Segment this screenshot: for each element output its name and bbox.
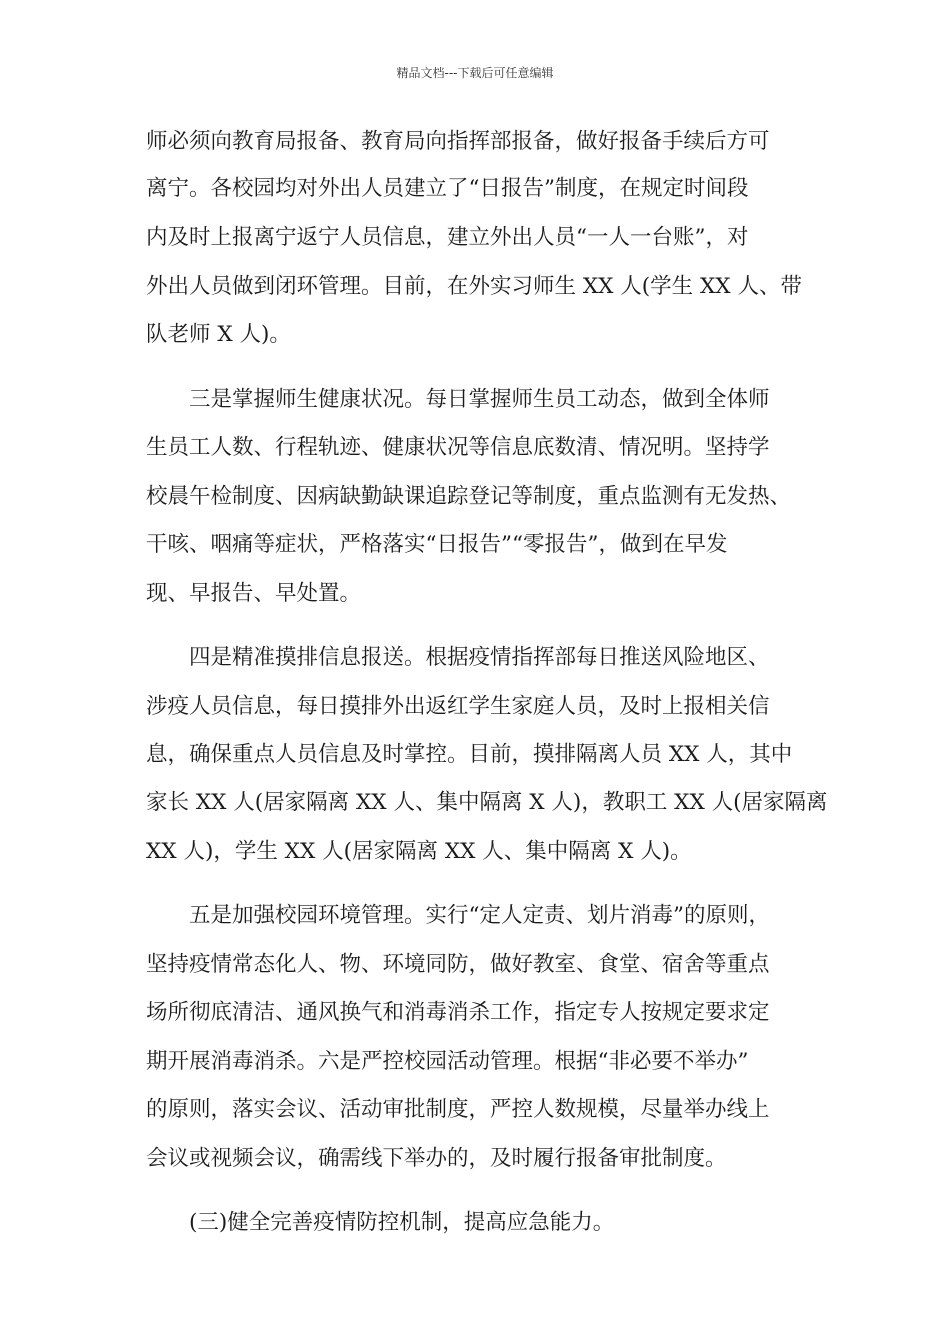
text-line: 涉疫人员信息，每日摸排外出返红学生家庭人员，及时上报相关信 [146,694,770,719]
text-line: 干咳、咽痛等症状，严格落实“日报告”“零报告”，做到在早发 [146,532,728,557]
text-line: 坚持疫情常态化人、物、环境同防，做好教室、食堂、宿舍等重点 [146,952,770,977]
text-line: 师必须向教育局报备、教育局向指挥部报备，做好报备手续后方可 [146,129,770,154]
text-line: 家长 XX 人(居家隔离 XX 人、集中隔离 X 人)，教职工 XX 人(居家隔离 [146,790,828,815]
text-line: 队老师 X 人)。 [146,322,291,347]
text-line: (三)健全完善疫情防控机制，提高应急能力。 [146,1210,615,1235]
text-line: 期开展消毒消杀。六是严控校园活动管理。根据“非必要不举办” [146,1049,749,1074]
text-line: 三是掌握师生健康状况。每日掌握师生员工动态，做到全体师 [146,387,770,412]
text-line: 会议或视频会议，确需线下举办的，及时履行报备审批制度。 [146,1146,727,1171]
text-line: 校晨午检制度、因病缺勤缺课追踪登记等制度，重点监测有无发热、 [146,484,792,509]
text-line: 离宁。各校园均对外出人员建立了“日报告”制度，在规定时间段 [146,176,749,201]
text-line: 外出人员做到闭环管理。目前，在外实习师生 XX 人(学生 XX 人、带 [146,274,802,299]
text-line: 息，确保重点人员信息及时掌控。目前，摸排隔离人员 XX 人，其中 [146,742,793,767]
text-line: 的原则，落实会议、活动审批制度，严控人数规模，尽量举办线上 [146,1097,770,1122]
text-line: 现、早报告、早处置。 [146,581,362,606]
text-line: 四是精准摸排信息报送。根据疫情指挥部每日推送风险地区、 [146,645,770,670]
page-header: 精品文档---下载后可任意编辑 [396,66,554,80]
text-line: 内及时上报离宁返宁人员信息，建立外出人员“一人一台账”，对 [146,225,749,250]
text-line: 五是加强校园环境管理。实行“定人定责、划片消毒”的原则， [146,903,770,928]
text-line: 生员工人数、行程轨迹、健康状况等信息底数清、情况明。坚持学 [146,435,770,460]
text-line: XX 人)，学生 XX 人(居家隔离 XX 人、集中隔离 X 人)。 [146,839,692,864]
text-line: 场所彻底清洁、通风换气和消毒消杀工作，指定专人按规定要求定 [146,1000,770,1025]
